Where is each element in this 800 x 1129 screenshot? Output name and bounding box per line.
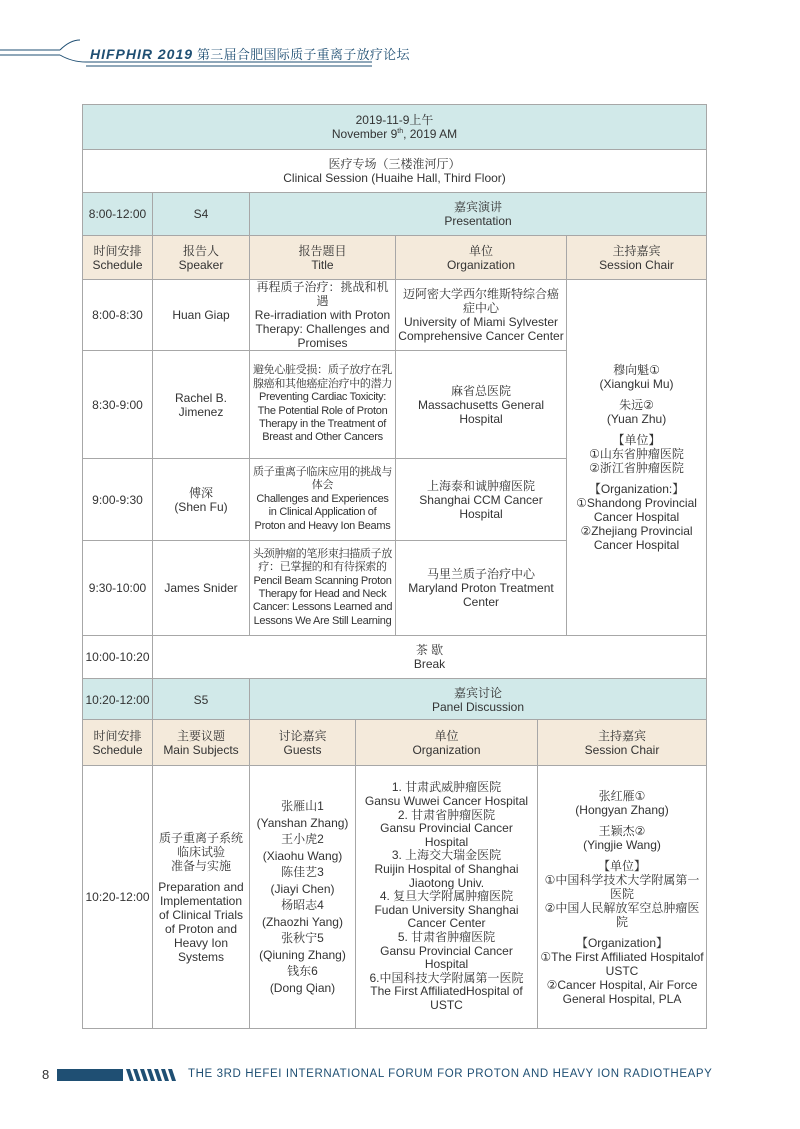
break-row [83, 636, 707, 679]
day-date-en: November 9th, 2019 AM [331, 127, 458, 141]
venue-en: Clinical Session (Huaihe Hall, Third Floor) [283, 171, 506, 185]
col-header-title: 报告题目 Title [250, 236, 396, 280]
panel-guests: 张雁山1 (Yanshan Zhang) 王小虎2 (Xiaohu Wang) 陈佳艺3 (Jiayi Chen) 杨昭志4 (Zhaozhi Yang) 张秋宁5 (Qiuning Zhang) 钱东6 (Dong Qian) [250, 766, 356, 1029]
panel-organizations: 1. 甘肃武威肿瘤医院 Gansu Wuwei Cancer Hospital 2. 甘肃省肿瘤医院 Gansu Provincial Cancer Hospital 3. 上海交大瑞金医院 Ruijin Hospital of Shanghai Jiaotong Univ. 4. 复旦大学附属肿瘤医院 Fudan University Shanghai Cancer Center 5. 甘肃省肿瘤医院 Gansu Provincial Cancer Hospital 6.中国科技大学附属第一医院 The First AffiliatedHospital of USTC [356, 766, 538, 1029]
talk-organization: 马里兰质子治疗中心 Maryland Proton Treatment Center [396, 541, 567, 636]
s5-column-headers [83, 720, 707, 766]
talk-time: 9:30-10:00 [83, 541, 153, 636]
session-s4-type-cn: 嘉宾演讲 [454, 200, 503, 214]
table-row [83, 766, 707, 1029]
s4-column-headers [83, 236, 707, 280]
panel-subject: 质子重离子系统 临床试验 准备与实施 Preparation and Implementation of Clinical Trials of Proton and Heavy Ion Systems [153, 766, 250, 1029]
talk-speaker: Rachel B. Jimenez [153, 351, 250, 459]
clinical-session-table [82, 104, 707, 722]
talk-title: 头颈肿瘤的笔形束扫描质子放疗：已掌握的和有待探索的 Pencil Beam Scanning Proton Therapy for Head and Neck Cancer: Lessons Learned and Lessons We Are Still Learning [250, 541, 396, 636]
talk-time: 8:00-8:30 [83, 280, 153, 351]
session-s4-code: S4 [153, 193, 250, 236]
session-chair-cell: 穆向魁① (Xiangkui Mu) 朱远② (Yuan Zhu) 【单位】 ①山东省肿瘤医院 ②浙江省肿瘤医院 【Organization:】 ①Shandong Provincial Cancer Hospital ②Zhejiang Provincial Cancer Hospital [567, 280, 707, 636]
break-label: 茶 歇 Break [153, 636, 707, 679]
col-header-guests: 讨论嘉宾 Guests [250, 720, 356, 766]
panel-time: 10:20-12:00 [83, 766, 153, 1029]
venue [83, 150, 707, 193]
panel-discussion-table [82, 719, 707, 1029]
talk-time: 8:30-9:00 [83, 351, 153, 459]
footer-text: THE 3RD HEFEI INTERNATIONAL FORUM FOR PROTON AND HEAVY ION RADIOTHEAPY [188, 1068, 713, 1080]
page-number: 8 [42, 1067, 50, 1082]
talk-title: 避免心脏受损：质子放疗在乳腺癌和其他癌症治疗中的潜力 Preventing Cardiac Toxicity: The Potential Role of Proton Therapy in the Treatment of Breast and Other Cancers [250, 351, 396, 459]
session-s5-code: S5 [153, 679, 250, 722]
day-header-row [83, 105, 707, 150]
panel-session-chair: 张红雁① (Hongyan Zhang) 王颖杰② (Yingjie Wang) 【单位】 ①中国科学技术大学附属第一医院 ②中国人民解放军空总肿瘤医院 【Organization】 ①The First Affiliated Hospitalof USTC ②Cancer Hospital, Air Force General Hospital, PLA [538, 766, 707, 1029]
col-header-chair: 主持嘉宾 Session Chair [567, 236, 707, 280]
talk-title: 再程质子治疗：挑战和机遇 Re-irradiation with Proton Therapy: Challenges and Promises [250, 280, 396, 351]
session-s5-type-cn: 嘉宾讨论 [454, 686, 503, 700]
table-row [83, 280, 707, 351]
talk-title: 质子重离子临床应用的挑战与体会 Challenges and Experiences in Clinical Application of Proton and Heavy Ion Beams [250, 459, 396, 541]
talk-organization: 上海泰和诚肿瘤医院 Shanghai CCM Cancer Hospital [396, 459, 567, 541]
talk-organization: 迈阿密大学西尔维斯特综合癌症中心 University of Miami Sylvester Comprehensive Cancer Center [396, 280, 567, 351]
col-header-organization: 单位 Organization [356, 720, 538, 766]
col-header-chair: 主持嘉宾 Session Chair [538, 720, 707, 766]
talk-speaker: Huan Giap [153, 280, 250, 351]
session-s4-type-en: Presentation [444, 214, 512, 228]
col-header-subjects: 主要议题 Main Subjects [153, 720, 250, 766]
session-s4-type [250, 193, 707, 236]
session-s5-time: 10:20-12:00 [83, 679, 153, 722]
header-title-cn: 第三届合肥国际质子重离子放疗论坛 [196, 47, 410, 62]
session-s4-time: 8:00-12:00 [83, 193, 153, 236]
session-s5-type [250, 679, 707, 722]
session-s5-row [83, 679, 707, 722]
venue-cn: 医疗专场（三楼淮河厅） [328, 157, 461, 171]
talk-organization: 麻省总医院 Massachusetts General Hospital [396, 351, 567, 459]
talk-time: 9:00-9:30 [83, 459, 153, 541]
header-decoration [0, 0, 800, 80]
day-header [83, 105, 707, 150]
col-header-schedule: 时间安排 Schedule [83, 236, 153, 280]
col-header-speaker: 报告人 Speaker [153, 236, 250, 280]
talk-speaker: James Snider [153, 541, 250, 636]
day-date-cn: 2019-11-9上午 [355, 113, 434, 127]
talk-speaker: 傅深 (Shen Fu) [153, 459, 250, 541]
col-header-schedule: 时间安排 Schedule [83, 720, 153, 766]
header-brand: HIFPHIR 2019 [90, 46, 194, 62]
header-title [90, 44, 410, 63]
session-s4-row [83, 193, 707, 236]
col-header-organization: 单位 Organization [396, 236, 567, 280]
break-time: 10:00-10:20 [83, 636, 153, 679]
page-header [0, 0, 800, 80]
session-s5-type-en: Panel Discussion [431, 700, 525, 714]
venue-row [83, 150, 707, 193]
